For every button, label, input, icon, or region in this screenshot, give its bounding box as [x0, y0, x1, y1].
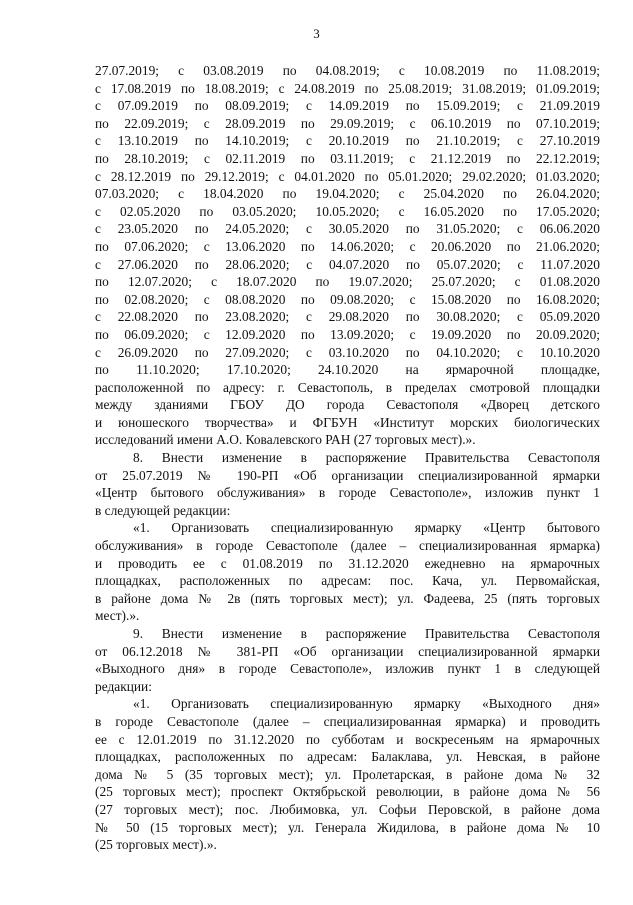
- text-line: редакции:: [95, 678, 152, 694]
- text-line: площадках, расположенных по адресам: Балаклава, ул. Невская, в районе: [95, 749, 600, 765]
- text-line: в городе Севастополе (далее – специализированная ярмарка) и проводить: [95, 713, 600, 729]
- document-body: [95, 62, 600, 854]
- text-line: «Центр бытового обслуживания» в городе Севастополе», изложив пункт 1: [95, 485, 600, 501]
- text-line: 27.07.2019; с 03.08.2019 по 04.08.2019; с 10.08.2019 по 11.08.2019;: [95, 63, 600, 78]
- text-line: обслуживания» в городе Севастополе (далее – специализированная ярмарка): [95, 538, 600, 554]
- text-line: по 02.08.2020; с 08.08.2020 по 09.08.2020; с 15.08.2020 по 16.08.2020;: [95, 291, 600, 307]
- text-line: с 27.06.2020 по 28.06.2020; с 04.07.2020 по 05.07.2020; с 11.07.2020: [95, 256, 600, 272]
- text-line: мест).».: [95, 608, 140, 624]
- text-line: ее с 12.01.2019 по 31.12.2020 по субботам и воскресеньям на ярмарочных: [95, 731, 600, 747]
- text-line: (25 торговых мест); проспект Октябрьской революции, в районе дома № 56: [95, 784, 600, 800]
- text-line: расположенной по адресу: г. Севастополь, в пределах смотровой площадки: [95, 379, 600, 395]
- text-line: с 26.09.2020 по 27.09.2020; с 03.10.2020 по 04.10.2020; с 10.10.2020: [95, 344, 600, 360]
- text-line: от 06.12.2018 № 381-РП «Об организации специализированной ярмарки: [95, 643, 600, 659]
- text-line: (27 торговых мест); пос. Любимовка, ул. Софьи Перовской, в районе дома: [95, 801, 600, 817]
- text-line: по 06.09.2020; с 12.09.2020 по 13.09.2020; с 19.09.2020 по 20.09.2020;: [95, 326, 600, 342]
- text-line: с 23.05.2020 по 24.05.2020; с 30.05.2020 по 31.05.2020; с 06.06.2020: [95, 221, 600, 237]
- text-line: в районе дома № 2в (пять торговых мест); ул. Фадеева, 25 (пять торговых: [95, 590, 600, 606]
- text-line: площадках, расположенных по адресам: пос. Кача, ул. Первомайская,: [95, 573, 600, 589]
- text-line: и проводить ее с 01.08.2019 по 31.12.2020 ежедневно на ярмарочных: [95, 555, 600, 571]
- text-line: № 50 (15 торговых мест); ул. Генерала Жидилова, в районе дома № 10: [95, 819, 600, 835]
- paragraph-first-line: 9. Внести изменение в распоряжение Правительства Севастополя: [133, 626, 600, 641]
- text-line: от 25.07.2019 № 190-РП «Об организации специализированной ярмарки: [95, 467, 600, 483]
- text-line: по 28.10.2019; с 02.11.2019 по 03.11.2019; с 21.12.2019 по 22.12.2019;: [95, 150, 600, 166]
- text-line: по 12.07.2020; с 18.07.2020 по 19.07.2020; 25.07.2020; с 01.08.2020: [95, 274, 600, 290]
- text-line: по 11.10.2020; 17.10.2020; 24.10.2020 на ярмарочной площадке,: [95, 362, 600, 378]
- text-line: (25 торговых мест).».: [95, 837, 217, 853]
- text-line: исследований имени А.О. Ковалевского РАН (27 торговых мест).».: [95, 432, 476, 448]
- text-line: с 02.05.2020 по 03.05.2020; 10.05.2020; с 16.05.2020 по 17.05.2020;: [95, 203, 600, 219]
- text-line: в следующей редакции:: [95, 502, 231, 518]
- text-line: с 22.08.2020 по 23.08.2020; с 29.08.2020 по 30.08.2020; с 05.09.2020: [95, 309, 600, 325]
- text-line: дома № 5 (35 торговых мест); ул. Пролетарская, в районе дома № 32: [95, 766, 600, 782]
- text-line: «Выходного дня» в городе Севастополе», изложив пункт 1 в следующей: [95, 661, 600, 677]
- text-line: 07.03.2020; с 18.04.2020 по 19.04.2020; с 25.04.2020 по 26.04.2020;: [95, 186, 600, 202]
- text-line: и юношеского творчества» и ФГБУН «Институт морских биологических: [95, 414, 600, 430]
- paragraph-first-line: «1. Организовать специализированную ярмарку «Выходного дня»: [133, 696, 600, 712]
- text-line: с 13.10.2019 по 14.10.2019; с 20.10.2019 по 21.10.2019; с 27.10.2019: [95, 133, 600, 149]
- text-line: между зданиями ГБОУ ДО города Севастополя «Дворец детского: [95, 397, 600, 413]
- text-line: по 22.09.2019; с 28.09.2019 по 29.09.2019; с 06.10.2019 по 07.10.2019;: [95, 115, 600, 131]
- text-line: с 17.08.2019 по 18.08.2019; с 24.08.2019 по 25.08.2019; 31.08.2019; 01.09.2019;: [95, 80, 600, 96]
- page-number: 3: [313, 26, 320, 41]
- paragraph-first-line: «1. Организовать специализированную ярмарку «Центр бытового: [133, 520, 600, 536]
- text-line: по 07.06.2020; с 13.06.2020 по 14.06.2020; с 20.06.2020 по 21.06.2020;: [95, 238, 600, 254]
- paragraph-first-line: 8. Внести изменение в распоряжение Правительства Севастополя: [133, 450, 600, 466]
- text-line: с 28.12.2019 по 29.12.2019; с 04.01.2020 по 05.01.2020; 29.02.2020; 01.03.2020;: [95, 168, 600, 184]
- text-line: с 07.09.2019 по 08.09.2019; с 14.09.2019 по 15.09.2019; с 21.09.2019: [95, 98, 600, 114]
